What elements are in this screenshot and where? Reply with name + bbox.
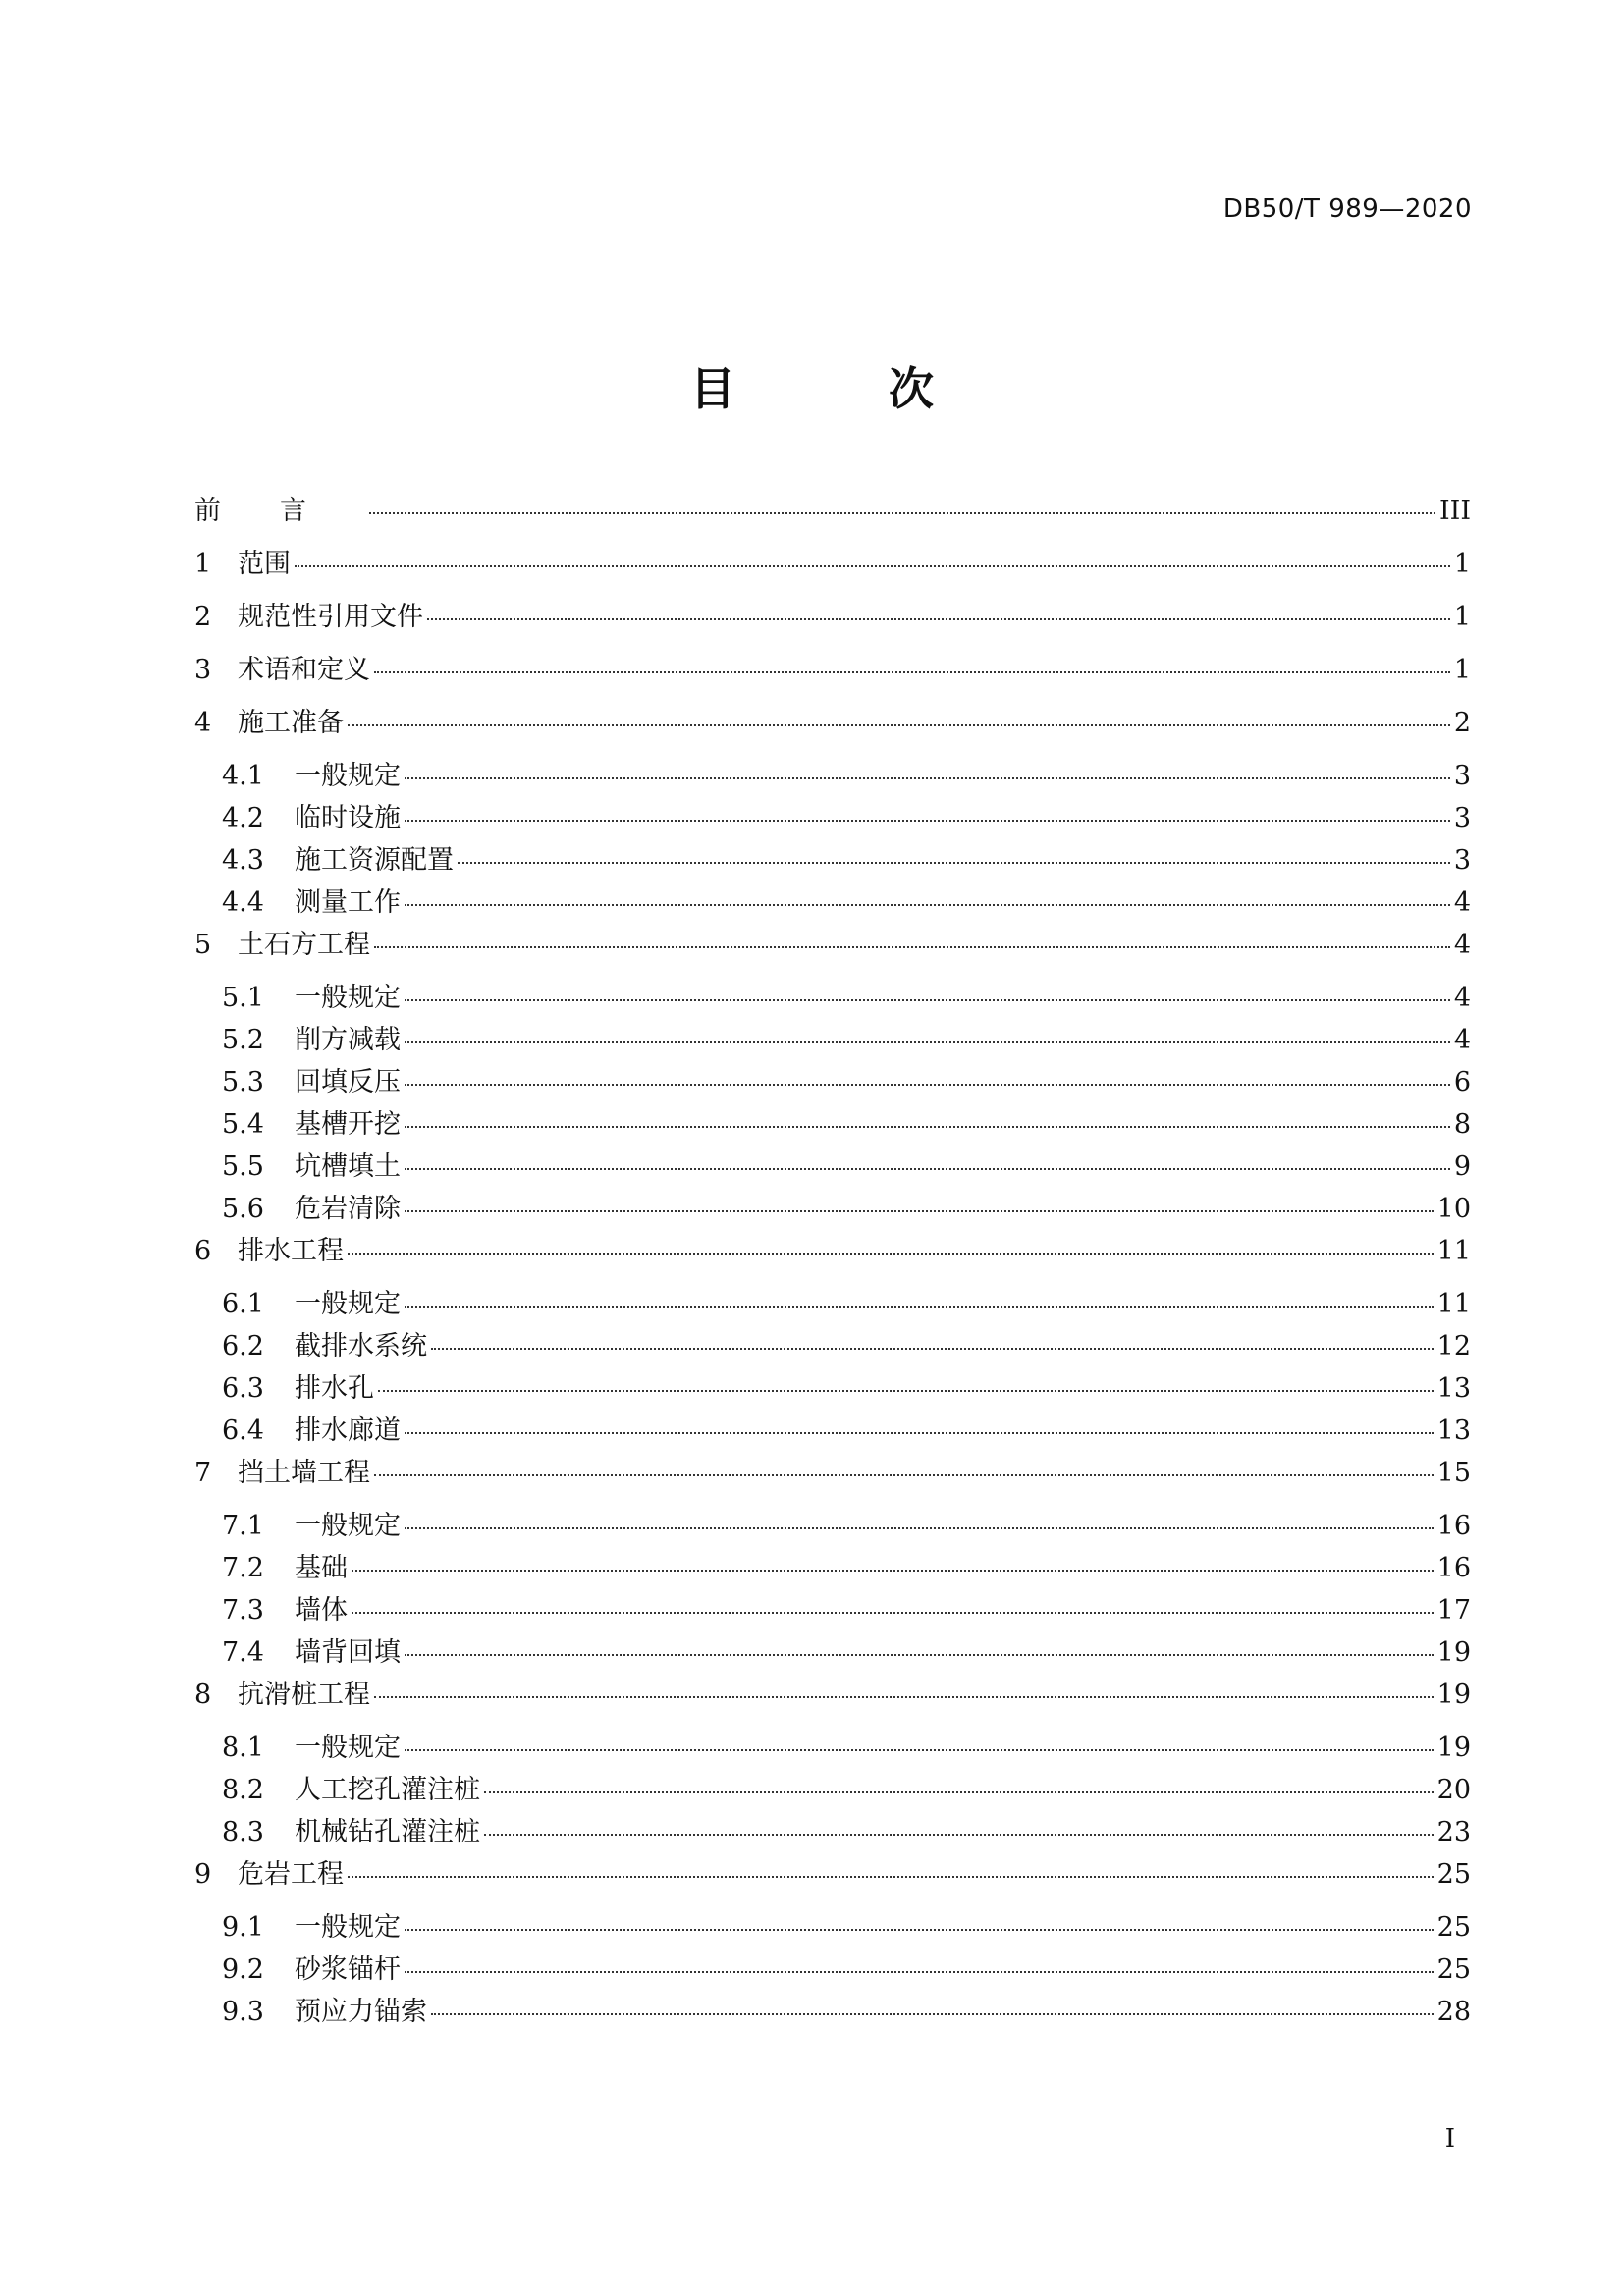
toc-entry-number: 6 — [194, 1236, 212, 1266]
toc-dot-leader — [374, 671, 1450, 673]
toc-entry-page: 11 — [1436, 1289, 1471, 1319]
toc-entry-label: 抗滑桩工程 — [238, 1680, 370, 1710]
toc-entry-label: 规范性引用文件 — [238, 602, 423, 632]
toc-entry-label: 回填反压 — [295, 1067, 401, 1097]
toc-entry-page: 15 — [1436, 1458, 1471, 1488]
toc-dot-leader — [458, 862, 1450, 864]
toc-entry-page: 17 — [1436, 1595, 1471, 1626]
toc-dot-leader — [405, 1306, 1434, 1308]
toc-entry-page: 2 — [1453, 708, 1471, 738]
toc-entry-number: 3 — [194, 655, 212, 685]
toc-entry-number: 5.4 — [222, 1109, 264, 1140]
toc-entry-label: 术语和定义 — [238, 655, 370, 685]
toc-entry-label: 一般规定 — [295, 983, 401, 1013]
toc-entry-number: 9.3 — [222, 1997, 264, 2027]
toc-section-entry[interactable] — [194, 1018, 1471, 1060]
toc-dot-leader — [405, 999, 1450, 1001]
toc-entry-page: III — [1439, 496, 1471, 526]
toc-section-entry[interactable] — [194, 1768, 1471, 1810]
toc-dot-leader — [295, 565, 1450, 567]
toc-dot-leader — [405, 777, 1450, 779]
toc-entry-number: 7.1 — [222, 1511, 264, 1541]
toc-entry-label: 施工准备 — [238, 708, 344, 738]
toc-entry-page: 4 — [1453, 1025, 1471, 1055]
toc-section-entry[interactable] — [194, 1504, 1471, 1546]
toc-chapter-entry[interactable] — [194, 648, 1471, 701]
toc-entry-label: 一般规定 — [295, 1733, 401, 1763]
toc-entry-number: 6.4 — [222, 1415, 264, 1446]
toc-entry-number: 5 — [194, 930, 212, 960]
toc-entry-label: 一般规定 — [295, 761, 401, 791]
toc-dot-leader — [348, 724, 1450, 726]
toc-section-entry[interactable] — [194, 1726, 1471, 1768]
toc-entry-page: 1 — [1453, 602, 1471, 632]
toc-entry-page: 4 — [1453, 887, 1471, 918]
toc-entry-page: 20 — [1436, 1775, 1471, 1805]
toc-dot-leader — [405, 820, 1450, 822]
toc-entry-number: 8 — [194, 1680, 212, 1710]
toc-dot-leader — [405, 1749, 1434, 1751]
toc-entry-number: 8.3 — [222, 1817, 264, 1847]
toc-section-entry[interactable] — [194, 1810, 1471, 1852]
toc-entry-number: 4.1 — [222, 761, 264, 791]
toc-entry-label: 排水孔 — [295, 1373, 374, 1404]
toc-dot-leader — [374, 1474, 1434, 1476]
toc-entry-page: 12 — [1436, 1331, 1471, 1362]
toc-dot-leader — [405, 1527, 1434, 1529]
page-number: I — [1444, 2124, 1455, 2154]
toc-entry-page: 8 — [1453, 1109, 1471, 1140]
toc-dot-leader — [405, 1654, 1434, 1656]
toc-section-entry[interactable] — [194, 1145, 1471, 1187]
toc-dot-leader — [405, 1432, 1434, 1434]
toc-entry-number: 7.4 — [222, 1637, 264, 1668]
toc-dot-leader — [427, 618, 1450, 620]
table-of-contents — [194, 489, 1471, 2032]
toc-entry-number: 7 — [194, 1458, 212, 1488]
toc-entry-label: 危岩清除 — [295, 1194, 401, 1224]
toc-chapter-entry[interactable] — [194, 1673, 1471, 1726]
toc-entry-number: 8.1 — [222, 1733, 264, 1763]
toc-entry-page: 13 — [1436, 1415, 1471, 1446]
toc-entry-page: 3 — [1453, 761, 1471, 791]
toc-section-entry[interactable] — [194, 838, 1471, 881]
toc-entry-page: 10 — [1436, 1194, 1471, 1224]
toc-entry-label: 测量工作 — [295, 887, 401, 918]
toc-section-entry[interactable] — [194, 1102, 1471, 1145]
toc-dot-leader — [405, 1126, 1450, 1128]
toc-entry-number: 8.2 — [222, 1775, 264, 1805]
toc-dot-leader — [348, 1253, 1434, 1255]
toc-section-entry[interactable] — [194, 796, 1471, 838]
toc-entry-label: 排水廊道 — [295, 1415, 401, 1446]
toc-dot-leader — [378, 1390, 1434, 1392]
toc-entry-label: 临时设施 — [295, 803, 401, 833]
toc-section-entry[interactable] — [194, 1948, 1471, 1990]
toc-dot-leader — [431, 2013, 1434, 2015]
toc-section-entry[interactable] — [194, 976, 1471, 1018]
toc-entry-label: 砂浆锚杆 — [295, 1954, 401, 1985]
toc-dot-leader — [348, 1876, 1434, 1878]
toc-entry-label: 基础 — [295, 1553, 348, 1583]
toc-entry-page: 19 — [1436, 1733, 1471, 1763]
toc-chapter-entry[interactable] — [194, 1229, 1471, 1282]
toc-entry-number: 5.3 — [222, 1067, 264, 1097]
document-code: DB50/T 989—2020 — [1222, 194, 1472, 224]
toc-entry-number: 5.1 — [222, 983, 264, 1013]
toc-section-entry[interactable] — [194, 1409, 1471, 1451]
toc-chapter-entry[interactable] — [194, 923, 1471, 976]
toc-entry-number: 4 — [194, 708, 212, 738]
toc-section-entry[interactable] — [194, 1990, 1471, 2032]
toc-section-entry[interactable] — [194, 1630, 1471, 1673]
toc-dot-leader — [405, 1971, 1434, 1973]
toc-entry-page: 13 — [1436, 1373, 1471, 1404]
toc-entry-number: 9.1 — [222, 1912, 264, 1943]
toc-entry-page: 1 — [1453, 549, 1471, 579]
toc-entry-label: 一般规定 — [295, 1912, 401, 1943]
toc-entry-label: 土石方工程 — [238, 930, 370, 960]
toc-entry-page: 23 — [1436, 1817, 1471, 1847]
toc-entry-number: 6.1 — [222, 1289, 264, 1319]
toc-entry-label: 挡土墙工程 — [238, 1458, 370, 1488]
toc-entry-number: 4.3 — [222, 845, 264, 876]
toc-entry-page: 19 — [1436, 1680, 1471, 1710]
toc-entry-label: 危岩工程 — [238, 1859, 344, 1890]
toc-dot-leader — [405, 1929, 1434, 1931]
toc-entry-page: 25 — [1436, 1859, 1471, 1890]
toc-entry-page: 28 — [1436, 1997, 1471, 2027]
toc-section-entry[interactable] — [194, 1060, 1471, 1102]
toc-entry-label: 人工挖孔灌注桩 — [295, 1775, 480, 1805]
toc-dot-leader — [352, 1570, 1434, 1572]
toc-entry-label: 坑槽填土 — [295, 1151, 401, 1182]
toc-entry-label: 墙体 — [295, 1595, 348, 1626]
toc-entry-page: 16 — [1436, 1511, 1471, 1541]
toc-dot-leader — [405, 1084, 1450, 1086]
toc-entry-number: 7.3 — [222, 1595, 264, 1626]
toc-entry-label: 截排水系统 — [295, 1331, 427, 1362]
toc-entry-number: 6.3 — [222, 1373, 264, 1404]
toc-entry-page: 4 — [1453, 983, 1471, 1013]
toc-entry-label: 削方减载 — [295, 1025, 401, 1055]
page-title: 目 次 — [689, 362, 1002, 415]
toc-section-entry[interactable] — [194, 1588, 1471, 1630]
toc-entry-page: 6 — [1453, 1067, 1471, 1097]
toc-entry-page: 25 — [1436, 1912, 1471, 1943]
toc-entry-label: 前言 — [194, 496, 365, 526]
toc-section-entry[interactable] — [194, 1324, 1471, 1366]
toc-entry-label: 预应力锚索 — [295, 1997, 427, 2027]
toc-entry-label: 施工资源配置 — [295, 845, 454, 876]
toc-entry-page: 3 — [1453, 803, 1471, 833]
toc-entry-page: 25 — [1436, 1954, 1471, 1985]
toc-entry-number: 5.2 — [222, 1025, 264, 1055]
toc-entry-page: 9 — [1453, 1151, 1471, 1182]
toc-entry-page: 4 — [1453, 930, 1471, 960]
toc-chapter-entry[interactable] — [194, 1451, 1471, 1504]
toc-entry-label: 机械钻孔灌注桩 — [295, 1817, 480, 1847]
toc-chapter-entry[interactable] — [194, 701, 1471, 754]
toc-chapter-entry[interactable] — [194, 489, 1471, 542]
toc-section-entry[interactable] — [194, 754, 1471, 796]
toc-entry-number: 5.6 — [222, 1194, 264, 1224]
toc-entry-number: 6.2 — [222, 1331, 264, 1362]
toc-entry-page: 1 — [1453, 655, 1471, 685]
toc-section-entry[interactable] — [194, 1187, 1471, 1229]
toc-section-entry[interactable] — [194, 1366, 1471, 1409]
toc-entry-page: 11 — [1436, 1236, 1471, 1266]
toc-entry-page: 19 — [1436, 1637, 1471, 1668]
toc-entry-number: 4.4 — [222, 887, 264, 918]
toc-entry-number: 9 — [194, 1859, 212, 1890]
toc-dot-leader — [405, 1210, 1434, 1212]
toc-entry-number: 9.2 — [222, 1954, 264, 1985]
toc-section-entry[interactable] — [194, 1282, 1471, 1324]
toc-dot-leader — [405, 904, 1450, 906]
toc-entry-label: 墙背回填 — [295, 1637, 401, 1668]
toc-dot-leader — [352, 1612, 1434, 1614]
toc-dot-leader — [374, 1696, 1434, 1698]
toc-entry-label: 基槽开挖 — [295, 1109, 401, 1140]
toc-entry-label: 一般规定 — [295, 1289, 401, 1319]
toc-dot-leader — [374, 946, 1450, 948]
toc-dot-leader — [484, 1791, 1434, 1793]
toc-dot-leader — [405, 1041, 1450, 1043]
toc-section-entry[interactable] — [194, 1905, 1471, 1948]
toc-section-entry[interactable] — [194, 881, 1471, 923]
toc-entry-page: 16 — [1436, 1553, 1471, 1583]
toc-entry-number: 4.2 — [222, 803, 264, 833]
toc-entry-number: 7.2 — [222, 1553, 264, 1583]
toc-dot-leader — [431, 1348, 1434, 1350]
toc-dot-leader — [405, 1168, 1450, 1170]
toc-entry-page: 3 — [1453, 845, 1471, 876]
toc-chapter-entry[interactable] — [194, 1852, 1471, 1905]
toc-entry-number: 1 — [194, 549, 212, 579]
toc-chapter-entry[interactable] — [194, 595, 1471, 648]
toc-entry-label: 一般规定 — [295, 1511, 401, 1541]
toc-dot-leader — [369, 512, 1435, 514]
toc-dot-leader — [484, 1834, 1434, 1836]
toc-chapter-entry[interactable] — [194, 542, 1471, 595]
toc-entry-number: 2 — [194, 602, 212, 632]
toc-section-entry[interactable] — [194, 1546, 1471, 1588]
toc-entry-label: 范围 — [238, 549, 291, 579]
toc-entry-number: 5.5 — [222, 1151, 264, 1182]
toc-entry-label: 排水工程 — [238, 1236, 344, 1266]
